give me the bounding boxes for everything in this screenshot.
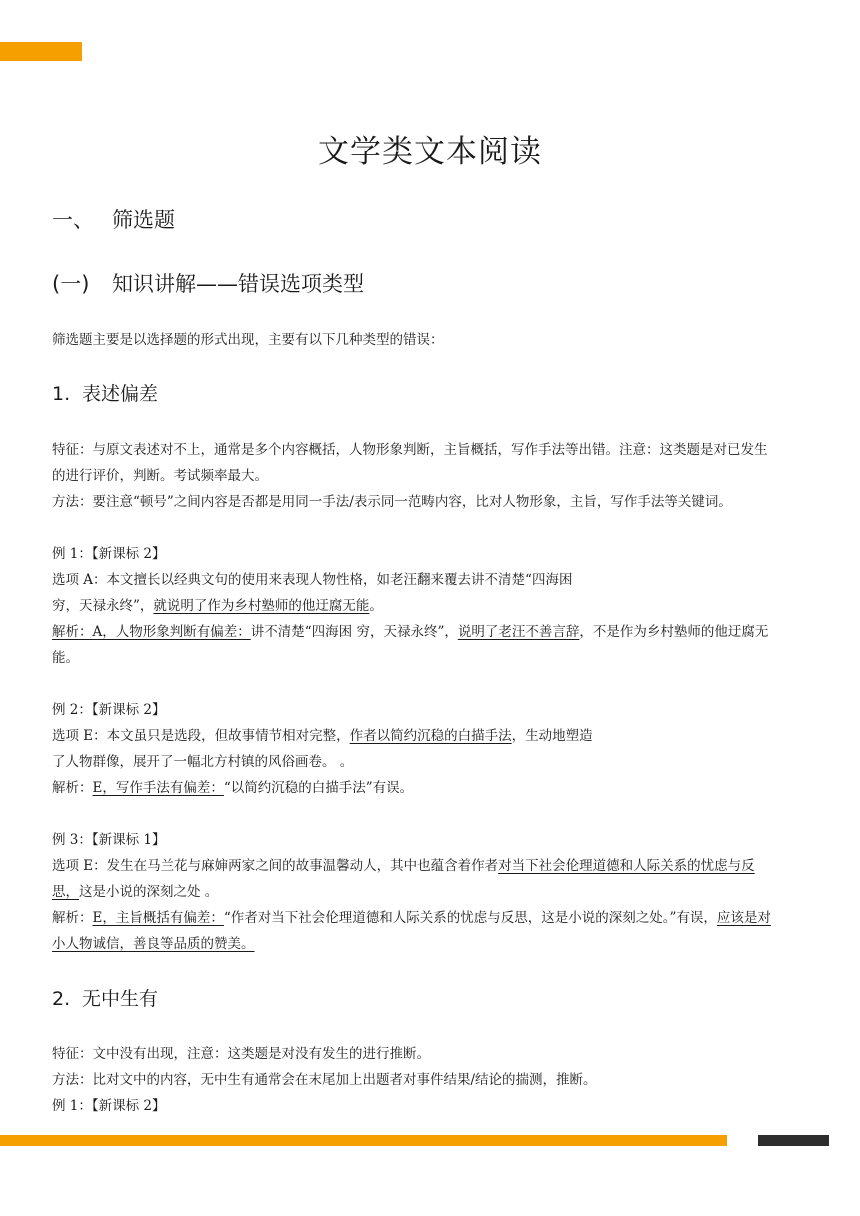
section-heading: [52, 204, 175, 236]
part2-number: 2.: [52, 988, 71, 1010]
underlined-text: E，主旨概括有偏差：: [92, 910, 224, 926]
text-segment: 选项 E：发生在马兰花与麻婶两家之间的故事温馨动人，其中也蕴含着作者: [52, 858, 499, 874]
header-accent-bar: [0, 42, 82, 61]
underlined-text: 解析：A，人物形象判断有偏差：: [52, 624, 251, 640]
part1-ex3-heading: 例 3：【新课标 1】: [52, 832, 166, 848]
section-number: 一、: [52, 208, 94, 232]
part2-heading: [52, 984, 158, 1014]
underlined-text: E，写作手法有偏差：: [92, 780, 224, 796]
text-segment: ，生动地塑造: [511, 728, 593, 744]
intro-paragraph: 筛选题主要是以选择题的形式出现，主要有以下几种类型的错误：: [52, 332, 444, 348]
part1-ex1-analysis: [52, 619, 780, 671]
part1-feature: 特征：与原文表述对不上，通常是多个内容概括，人物形象判断，主旨概括，写作手法等出错。注意：这类题是对已发生的进行评价，判断。考试频率最大。: [52, 442, 768, 484]
text-segment: 。: [369, 598, 383, 614]
part1-ex2-option-line2: 了人物群像，展开了一幅北方村镇的风俗画卷。 。: [52, 754, 354, 770]
underlined-text: 对当下社会伦理道德和人际关系的忧虑与反思，: [52, 858, 755, 900]
text-segment: 选项 E：本文虽只是选段，但故事情节相对完整，: [52, 728, 350, 744]
subsection-label: 知识讲解——错误选项类型: [112, 272, 364, 296]
part2-label: 无中生有: [82, 988, 159, 1010]
part1-ex1-option-line2: [52, 593, 780, 619]
part2-method: 方法：比对文中的内容，无中生有通常会在末尾加上出题者对事件结果/结论的揣测，推断。: [52, 1072, 597, 1088]
underlined-text: 应该是对小人物诚信，善良等品质的赞美。: [52, 910, 771, 952]
part1-ex1-option-line1: 选项 A：本文擅长以经典文句的使用来表现人物性格，如老汪翻来覆去讲不清楚“四海困: [52, 572, 573, 588]
part1-ex2-option-line1: [52, 723, 780, 749]
text-segment: “作者对当下社会伦理道德和人际关系的忧虑与反思，这是小说的深刻之处。”有误，: [223, 910, 717, 926]
part1-ex3-analysis: [52, 905, 780, 957]
underlined-text: 就说明了作为乡村塾师的他迂腐无能: [153, 598, 370, 614]
part1-ex2-heading: 例 2：【新课标 2】: [52, 702, 166, 718]
text-segment: 解析：: [52, 780, 93, 796]
part1-ex3-option: [52, 853, 780, 905]
text-segment: 解析：: [52, 910, 93, 926]
part1-method: 方法：要注意“顿号”之间内容是否都是用同一手法/表示同一范畴内容，比对人物形象，主旨，写作手法等关键词。: [52, 494, 732, 510]
page-title: 文学类文本阅读: [318, 134, 542, 170]
section-label: 筛选题: [112, 208, 175, 232]
subsection-number: (一): [52, 272, 90, 296]
footer-accent-bar: [0, 1135, 727, 1146]
part1-number: 1.: [52, 383, 71, 405]
part1-label: 表述偏差: [82, 383, 159, 405]
text-segment: ，不是作为乡村塾师的他迂腐无能。: [52, 624, 769, 666]
text-segment: 这是小说的深刻之处 。: [79, 884, 219, 900]
part1-ex1-heading: 例 1：【新课标 2】: [52, 546, 166, 562]
subsection-heading: [52, 268, 364, 300]
footer-dark-bar: [758, 1135, 829, 1146]
text-segment: 讲不清楚“四海困 穷，天禄永终”，: [250, 624, 458, 640]
part2-feature: 特征：文中没有出现，注意：这类题是对没有发生的进行推断。: [52, 1046, 430, 1062]
text-segment: “以简约沉稳的白描手法”有误。: [223, 780, 414, 796]
part1-ex2-analysis: [52, 775, 780, 801]
part1-heading: [52, 379, 158, 409]
underlined-text: 作者以简约沉稳的白描手法: [349, 728, 512, 744]
part2-ex1-heading: 例 1：【新课标 2】: [52, 1098, 166, 1114]
underlined-text: 说明了老汪不善言辞: [457, 624, 580, 640]
text-segment: 穷，天禄永终”，: [52, 598, 154, 614]
